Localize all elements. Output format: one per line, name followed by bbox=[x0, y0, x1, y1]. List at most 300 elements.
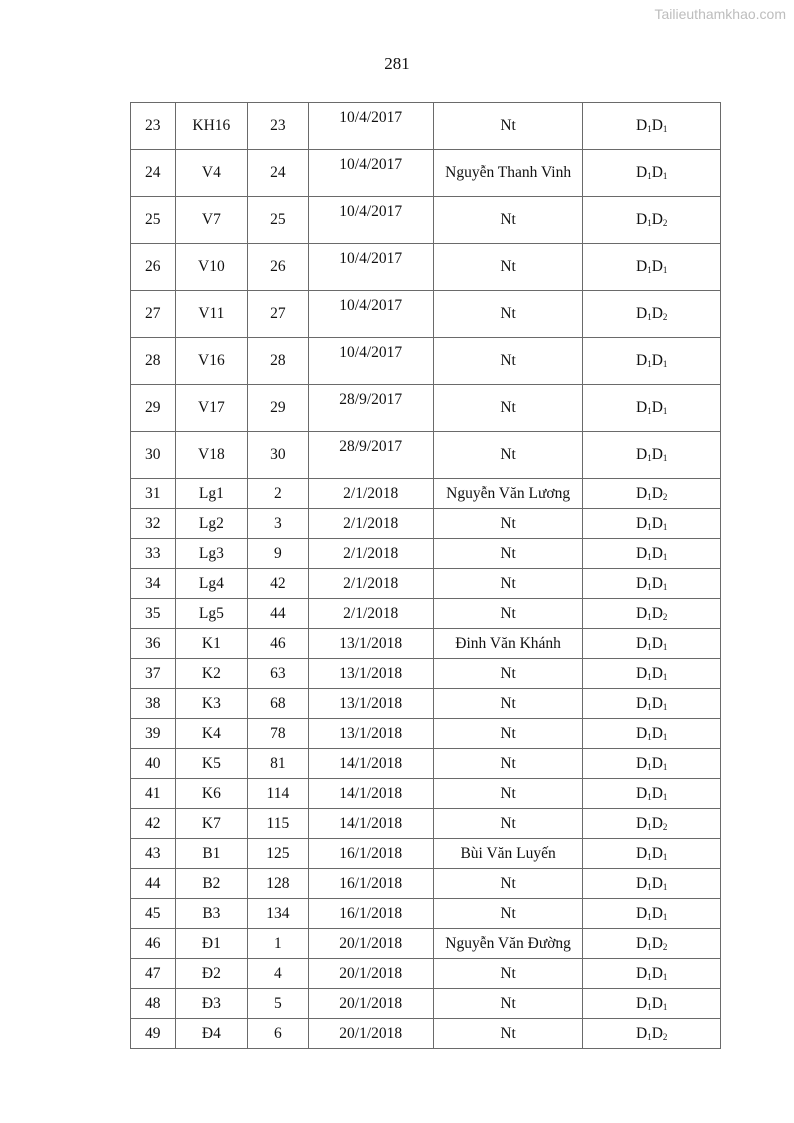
number-cell: 26 bbox=[248, 244, 309, 291]
class-cell bbox=[583, 779, 721, 809]
row-index-cell: 46 bbox=[131, 929, 176, 959]
class-cell bbox=[583, 989, 721, 1019]
row-index-cell: 24 bbox=[131, 150, 176, 197]
row-index-cell: 43 bbox=[131, 839, 176, 869]
number-cell: 9 bbox=[248, 539, 309, 569]
sample-code-cell: Lg3 bbox=[175, 539, 248, 569]
sample-code-cell: Đ2 bbox=[175, 959, 248, 989]
number-cell: 78 bbox=[248, 719, 309, 749]
table-row bbox=[131, 1019, 721, 1049]
data-table bbox=[130, 102, 721, 1049]
subscript: 1 bbox=[647, 171, 652, 181]
class-cell bbox=[583, 103, 721, 150]
date-cell: 2/1/2018 bbox=[308, 599, 433, 629]
class-cell bbox=[583, 479, 721, 509]
date-cell: 13/1/2018 bbox=[308, 629, 433, 659]
class-letter: D bbox=[651, 544, 663, 562]
class-letter: D bbox=[636, 211, 648, 228]
person-cell: Nt bbox=[433, 659, 583, 689]
row-index-cell: 25 bbox=[131, 197, 176, 244]
table-row bbox=[131, 689, 721, 719]
class-letter: D bbox=[636, 934, 648, 952]
number-cell: 115 bbox=[248, 809, 309, 839]
table-row bbox=[131, 869, 721, 899]
sample-code-cell: V16 bbox=[175, 338, 248, 385]
row-index-cell: 26 bbox=[131, 244, 176, 291]
subscript: 1 bbox=[662, 761, 668, 772]
person-cell: Nt bbox=[433, 385, 583, 432]
person-cell: Nt bbox=[433, 291, 583, 338]
number-cell: 3 bbox=[248, 509, 309, 539]
class-letter: D bbox=[651, 604, 663, 622]
number-cell: 114 bbox=[248, 779, 309, 809]
table-row bbox=[131, 103, 721, 150]
class-letter: D bbox=[651, 724, 663, 742]
date-cell: 28/9/2017 bbox=[308, 385, 433, 432]
table-row bbox=[131, 749, 721, 779]
sample-code-cell: K7 bbox=[175, 809, 248, 839]
class-letter: D bbox=[651, 305, 663, 322]
class-cell bbox=[583, 629, 721, 659]
class-cell bbox=[583, 150, 721, 197]
date-cell: 10/4/2017 bbox=[308, 244, 433, 291]
date-cell: 10/4/2017 bbox=[308, 197, 433, 244]
subscript: 1 bbox=[647, 453, 652, 463]
table-row bbox=[131, 599, 721, 629]
row-index-cell: 30 bbox=[131, 432, 176, 479]
date-cell: 20/1/2018 bbox=[308, 929, 433, 959]
sample-code-cell: Lg5 bbox=[175, 599, 248, 629]
sample-code-cell: KH16 bbox=[175, 103, 248, 150]
row-index-cell: 49 bbox=[131, 1019, 176, 1049]
class-cell bbox=[583, 689, 721, 719]
sample-code-cell: Lg4 bbox=[175, 569, 248, 599]
person-cell: Nt bbox=[433, 959, 583, 989]
sample-code-cell: B2 bbox=[175, 869, 248, 899]
date-cell: 14/1/2018 bbox=[308, 749, 433, 779]
class-letter: D bbox=[651, 994, 663, 1012]
date-cell: 2/1/2018 bbox=[308, 479, 433, 509]
class-letter: D bbox=[651, 634, 663, 652]
subscript: 2 bbox=[662, 312, 668, 322]
class-letter: D bbox=[651, 211, 663, 228]
subscript: 1 bbox=[662, 581, 668, 592]
class-cell bbox=[583, 809, 721, 839]
table-row bbox=[131, 338, 721, 385]
date-cell: 10/4/2017 bbox=[308, 150, 433, 197]
subscript: 1 bbox=[647, 124, 652, 134]
sample-code-cell: K4 bbox=[175, 719, 248, 749]
class-letter: D bbox=[636, 784, 648, 802]
date-cell: 14/1/2018 bbox=[308, 809, 433, 839]
number-cell: 4 bbox=[248, 959, 309, 989]
subscript: 1 bbox=[662, 851, 668, 862]
sample-code-cell: V10 bbox=[175, 244, 248, 291]
class-letter: D bbox=[651, 964, 663, 982]
subscript: 1 bbox=[647, 406, 652, 416]
subscript: 1 bbox=[647, 641, 652, 652]
class-cell bbox=[583, 869, 721, 899]
subscript: 2 bbox=[662, 218, 668, 228]
number-cell: 42 bbox=[248, 569, 309, 599]
row-index-cell: 47 bbox=[131, 959, 176, 989]
person-cell: Nt bbox=[433, 539, 583, 569]
class-letter: D bbox=[636, 514, 648, 532]
date-cell: 28/9/2017 bbox=[308, 432, 433, 479]
table-row bbox=[131, 929, 721, 959]
subscript: 1 bbox=[647, 359, 652, 369]
class-cell bbox=[583, 244, 721, 291]
class-letter: D bbox=[651, 446, 663, 463]
table-row bbox=[131, 432, 721, 479]
class-cell bbox=[583, 599, 721, 629]
subscript: 1 bbox=[647, 791, 652, 802]
row-index-cell: 38 bbox=[131, 689, 176, 719]
person-cell: Nguyễn Văn Đường bbox=[433, 929, 583, 959]
sample-code-cell: B3 bbox=[175, 899, 248, 929]
row-index-cell: 29 bbox=[131, 385, 176, 432]
person-cell: Nt bbox=[433, 989, 583, 1019]
number-cell: 128 bbox=[248, 869, 309, 899]
date-cell: 10/4/2017 bbox=[308, 291, 433, 338]
subscript: 1 bbox=[662, 359, 668, 369]
number-cell: 29 bbox=[248, 385, 309, 432]
date-cell: 16/1/2018 bbox=[308, 839, 433, 869]
row-index-cell: 32 bbox=[131, 509, 176, 539]
class-letter: D bbox=[636, 844, 648, 862]
subscript: 2 bbox=[662, 1031, 668, 1042]
person-cell: Nt bbox=[433, 197, 583, 244]
subscript: 1 bbox=[647, 521, 652, 532]
class-letter: D bbox=[636, 964, 648, 982]
subscript: 1 bbox=[662, 791, 668, 802]
class-cell bbox=[583, 749, 721, 779]
class-cell bbox=[583, 659, 721, 689]
table-row bbox=[131, 899, 721, 929]
date-cell: 13/1/2018 bbox=[308, 719, 433, 749]
class-cell bbox=[583, 432, 721, 479]
date-cell: 10/4/2017 bbox=[308, 103, 433, 150]
subscript: 1 bbox=[647, 911, 652, 922]
class-letter: D bbox=[651, 164, 663, 181]
subscript: 2 bbox=[662, 491, 668, 502]
row-index-cell: 23 bbox=[131, 103, 176, 150]
number-cell: 5 bbox=[248, 989, 309, 1019]
person-cell: Nt bbox=[433, 719, 583, 749]
row-index-cell: 35 bbox=[131, 599, 176, 629]
person-cell: Nt bbox=[433, 338, 583, 385]
person-cell: Nguyễn Thanh Vinh bbox=[433, 150, 583, 197]
sample-code-cell: V18 bbox=[175, 432, 248, 479]
class-letter: D bbox=[636, 904, 648, 922]
subscript: 1 bbox=[647, 731, 652, 742]
class-letter: D bbox=[636, 544, 648, 562]
table-row bbox=[131, 719, 721, 749]
number-cell: 30 bbox=[248, 432, 309, 479]
class-letter: D bbox=[636, 754, 648, 772]
class-cell bbox=[583, 197, 721, 244]
row-index-cell: 40 bbox=[131, 749, 176, 779]
class-letter: D bbox=[651, 352, 663, 369]
number-cell: 81 bbox=[248, 749, 309, 779]
row-index-cell: 44 bbox=[131, 869, 176, 899]
class-cell bbox=[583, 569, 721, 599]
class-cell bbox=[583, 539, 721, 569]
subscript: 1 bbox=[647, 1001, 652, 1012]
subscript: 1 bbox=[662, 265, 668, 275]
person-cell: Nt bbox=[433, 599, 583, 629]
subscript: 1 bbox=[662, 453, 668, 463]
subscript: 1 bbox=[662, 641, 668, 652]
sample-code-cell: Đ3 bbox=[175, 989, 248, 1019]
number-cell: 63 bbox=[248, 659, 309, 689]
watermark: Tailieuthamkhao.com bbox=[654, 6, 786, 22]
subscript: 1 bbox=[662, 911, 668, 922]
class-letter: D bbox=[636, 874, 648, 892]
class-letter: D bbox=[651, 484, 663, 502]
subscript: 1 bbox=[647, 941, 652, 952]
subscript: 1 bbox=[647, 611, 652, 622]
class-letter: D bbox=[651, 934, 663, 952]
class-letter: D bbox=[651, 874, 663, 892]
class-letter: D bbox=[651, 399, 663, 416]
subscript: 1 bbox=[662, 671, 668, 682]
row-index-cell: 27 bbox=[131, 291, 176, 338]
subscript: 1 bbox=[662, 171, 668, 181]
class-cell bbox=[583, 839, 721, 869]
row-index-cell: 48 bbox=[131, 989, 176, 1019]
subscript: 2 bbox=[662, 611, 668, 622]
sample-code-cell: K2 bbox=[175, 659, 248, 689]
person-cell: Nt bbox=[433, 244, 583, 291]
number-cell: 27 bbox=[248, 291, 309, 338]
row-index-cell: 33 bbox=[131, 539, 176, 569]
person-cell: Nt bbox=[433, 809, 583, 839]
class-letter: D bbox=[636, 574, 648, 592]
date-cell: 20/1/2018 bbox=[308, 989, 433, 1019]
person-cell: Nt bbox=[433, 779, 583, 809]
class-letter: D bbox=[636, 352, 648, 369]
person-cell: Nt bbox=[433, 899, 583, 929]
subscript: 1 bbox=[647, 761, 652, 772]
subscript: 1 bbox=[647, 821, 652, 832]
table-row bbox=[131, 539, 721, 569]
class-letter: D bbox=[636, 694, 648, 712]
subscript: 1 bbox=[647, 312, 652, 322]
class-letter: D bbox=[636, 664, 648, 682]
sample-code-cell: Đ1 bbox=[175, 929, 248, 959]
table-row bbox=[131, 291, 721, 338]
row-index-cell: 36 bbox=[131, 629, 176, 659]
class-letter: D bbox=[651, 117, 663, 134]
subscript: 1 bbox=[647, 671, 652, 682]
class-letter: D bbox=[636, 305, 648, 322]
class-cell bbox=[583, 509, 721, 539]
number-cell: 24 bbox=[248, 150, 309, 197]
subscript: 2 bbox=[662, 821, 668, 832]
subscript: 1 bbox=[647, 581, 652, 592]
table-row bbox=[131, 839, 721, 869]
row-index-cell: 28 bbox=[131, 338, 176, 385]
sample-code-cell: Lg2 bbox=[175, 509, 248, 539]
sample-code-cell: K5 bbox=[175, 749, 248, 779]
class-letter: D bbox=[636, 258, 648, 275]
class-cell bbox=[583, 338, 721, 385]
class-letter: D bbox=[636, 994, 648, 1012]
sample-code-cell: V4 bbox=[175, 150, 248, 197]
number-cell: 68 bbox=[248, 689, 309, 719]
class-letter: D bbox=[651, 754, 663, 772]
subscript: 1 bbox=[662, 881, 668, 892]
subscript: 1 bbox=[647, 265, 652, 275]
number-cell: 46 bbox=[248, 629, 309, 659]
class-letter: D bbox=[651, 1024, 663, 1042]
date-cell: 2/1/2018 bbox=[308, 539, 433, 569]
class-cell bbox=[583, 719, 721, 749]
class-letter: D bbox=[636, 1024, 648, 1042]
sample-code-cell: Lg1 bbox=[175, 479, 248, 509]
person-cell: Nguyễn Văn Lương bbox=[433, 479, 583, 509]
row-index-cell: 37 bbox=[131, 659, 176, 689]
class-letter: D bbox=[651, 574, 663, 592]
subscript: 1 bbox=[662, 971, 668, 982]
subscript: 1 bbox=[647, 851, 652, 862]
date-cell: 20/1/2018 bbox=[308, 1019, 433, 1049]
row-index-cell: 45 bbox=[131, 899, 176, 929]
subscript: 1 bbox=[647, 701, 652, 712]
subscript: 1 bbox=[647, 491, 652, 502]
number-cell: 2 bbox=[248, 479, 309, 509]
class-letter: D bbox=[651, 664, 663, 682]
class-cell bbox=[583, 929, 721, 959]
table-row bbox=[131, 385, 721, 432]
number-cell: 134 bbox=[248, 899, 309, 929]
class-letter: D bbox=[636, 164, 648, 181]
sample-code-cell: B1 bbox=[175, 839, 248, 869]
class-cell bbox=[583, 959, 721, 989]
number-cell: 6 bbox=[248, 1019, 309, 1049]
table-row bbox=[131, 989, 721, 1019]
class-cell bbox=[583, 1019, 721, 1049]
class-letter: D bbox=[636, 484, 648, 502]
class-cell bbox=[583, 899, 721, 929]
subscript: 1 bbox=[662, 731, 668, 742]
person-cell: Nt bbox=[433, 749, 583, 779]
date-cell: 16/1/2018 bbox=[308, 899, 433, 929]
table-row bbox=[131, 244, 721, 291]
subscript: 1 bbox=[647, 218, 652, 228]
class-letter: D bbox=[636, 604, 648, 622]
date-cell: 2/1/2018 bbox=[308, 509, 433, 539]
class-letter: D bbox=[636, 634, 648, 652]
number-cell: 1 bbox=[248, 929, 309, 959]
date-cell: 2/1/2018 bbox=[308, 569, 433, 599]
class-cell bbox=[583, 291, 721, 338]
subscript: 1 bbox=[662, 406, 668, 416]
person-cell: Nt bbox=[433, 869, 583, 899]
page-number: 281 bbox=[384, 54, 410, 73]
person-cell: Nt bbox=[433, 103, 583, 150]
number-cell: 28 bbox=[248, 338, 309, 385]
class-letter: D bbox=[651, 814, 663, 832]
subscript: 1 bbox=[647, 881, 652, 892]
date-cell: 20/1/2018 bbox=[308, 959, 433, 989]
table-row bbox=[131, 509, 721, 539]
row-index-cell: 34 bbox=[131, 569, 176, 599]
date-cell: 14/1/2018 bbox=[308, 779, 433, 809]
table-row bbox=[131, 809, 721, 839]
class-letter: D bbox=[636, 399, 648, 416]
subscript: 1 bbox=[647, 551, 652, 562]
class-letter: D bbox=[651, 514, 663, 532]
person-cell: Đinh Văn Khánh bbox=[433, 629, 583, 659]
person-cell: Nt bbox=[433, 689, 583, 719]
number-cell: 44 bbox=[248, 599, 309, 629]
sample-code-cell: V17 bbox=[175, 385, 248, 432]
subscript: 1 bbox=[662, 1001, 668, 1012]
row-index-cell: 31 bbox=[131, 479, 176, 509]
subscript: 1 bbox=[662, 124, 668, 134]
person-cell: Nt bbox=[433, 509, 583, 539]
date-cell: 10/4/2017 bbox=[308, 338, 433, 385]
table-row bbox=[131, 779, 721, 809]
person-cell: Bùi Văn Luyến bbox=[433, 839, 583, 869]
date-cell: 16/1/2018 bbox=[308, 869, 433, 899]
sample-code-cell: K3 bbox=[175, 689, 248, 719]
subscript: 1 bbox=[662, 701, 668, 712]
class-letter: D bbox=[636, 446, 648, 463]
subscript: 1 bbox=[647, 971, 652, 982]
sample-code-cell: V11 bbox=[175, 291, 248, 338]
date-cell: 13/1/2018 bbox=[308, 689, 433, 719]
class-cell bbox=[583, 385, 721, 432]
sample-code-cell: Đ4 bbox=[175, 1019, 248, 1049]
number-cell: 125 bbox=[248, 839, 309, 869]
sample-code-cell: K1 bbox=[175, 629, 248, 659]
subscript: 2 bbox=[662, 941, 668, 952]
person-cell: Nt bbox=[433, 432, 583, 479]
date-cell: 13/1/2018 bbox=[308, 659, 433, 689]
subscript: 1 bbox=[662, 521, 668, 532]
person-cell: Nt bbox=[433, 1019, 583, 1049]
table-row bbox=[131, 150, 721, 197]
table-row bbox=[131, 629, 721, 659]
number-cell: 25 bbox=[248, 197, 309, 244]
subscript: 1 bbox=[662, 551, 668, 562]
class-letter: D bbox=[651, 844, 663, 862]
class-letter: D bbox=[651, 784, 663, 802]
subscript: 1 bbox=[647, 1031, 652, 1042]
class-letter: D bbox=[651, 694, 663, 712]
row-index-cell: 41 bbox=[131, 779, 176, 809]
row-index-cell: 39 bbox=[131, 719, 176, 749]
row-index-cell: 42 bbox=[131, 809, 176, 839]
sample-code-cell: K6 bbox=[175, 779, 248, 809]
class-letter: D bbox=[651, 904, 663, 922]
class-letter: D bbox=[636, 814, 648, 832]
table-row bbox=[131, 959, 721, 989]
class-letter: D bbox=[636, 724, 648, 742]
class-letter: D bbox=[636, 117, 648, 134]
person-cell: Nt bbox=[433, 569, 583, 599]
table-body bbox=[131, 103, 721, 1049]
table-row bbox=[131, 197, 721, 244]
table-row bbox=[131, 659, 721, 689]
sample-code-cell: V7 bbox=[175, 197, 248, 244]
table-row bbox=[131, 569, 721, 599]
number-cell: 23 bbox=[248, 103, 309, 150]
class-letter: D bbox=[651, 258, 663, 275]
